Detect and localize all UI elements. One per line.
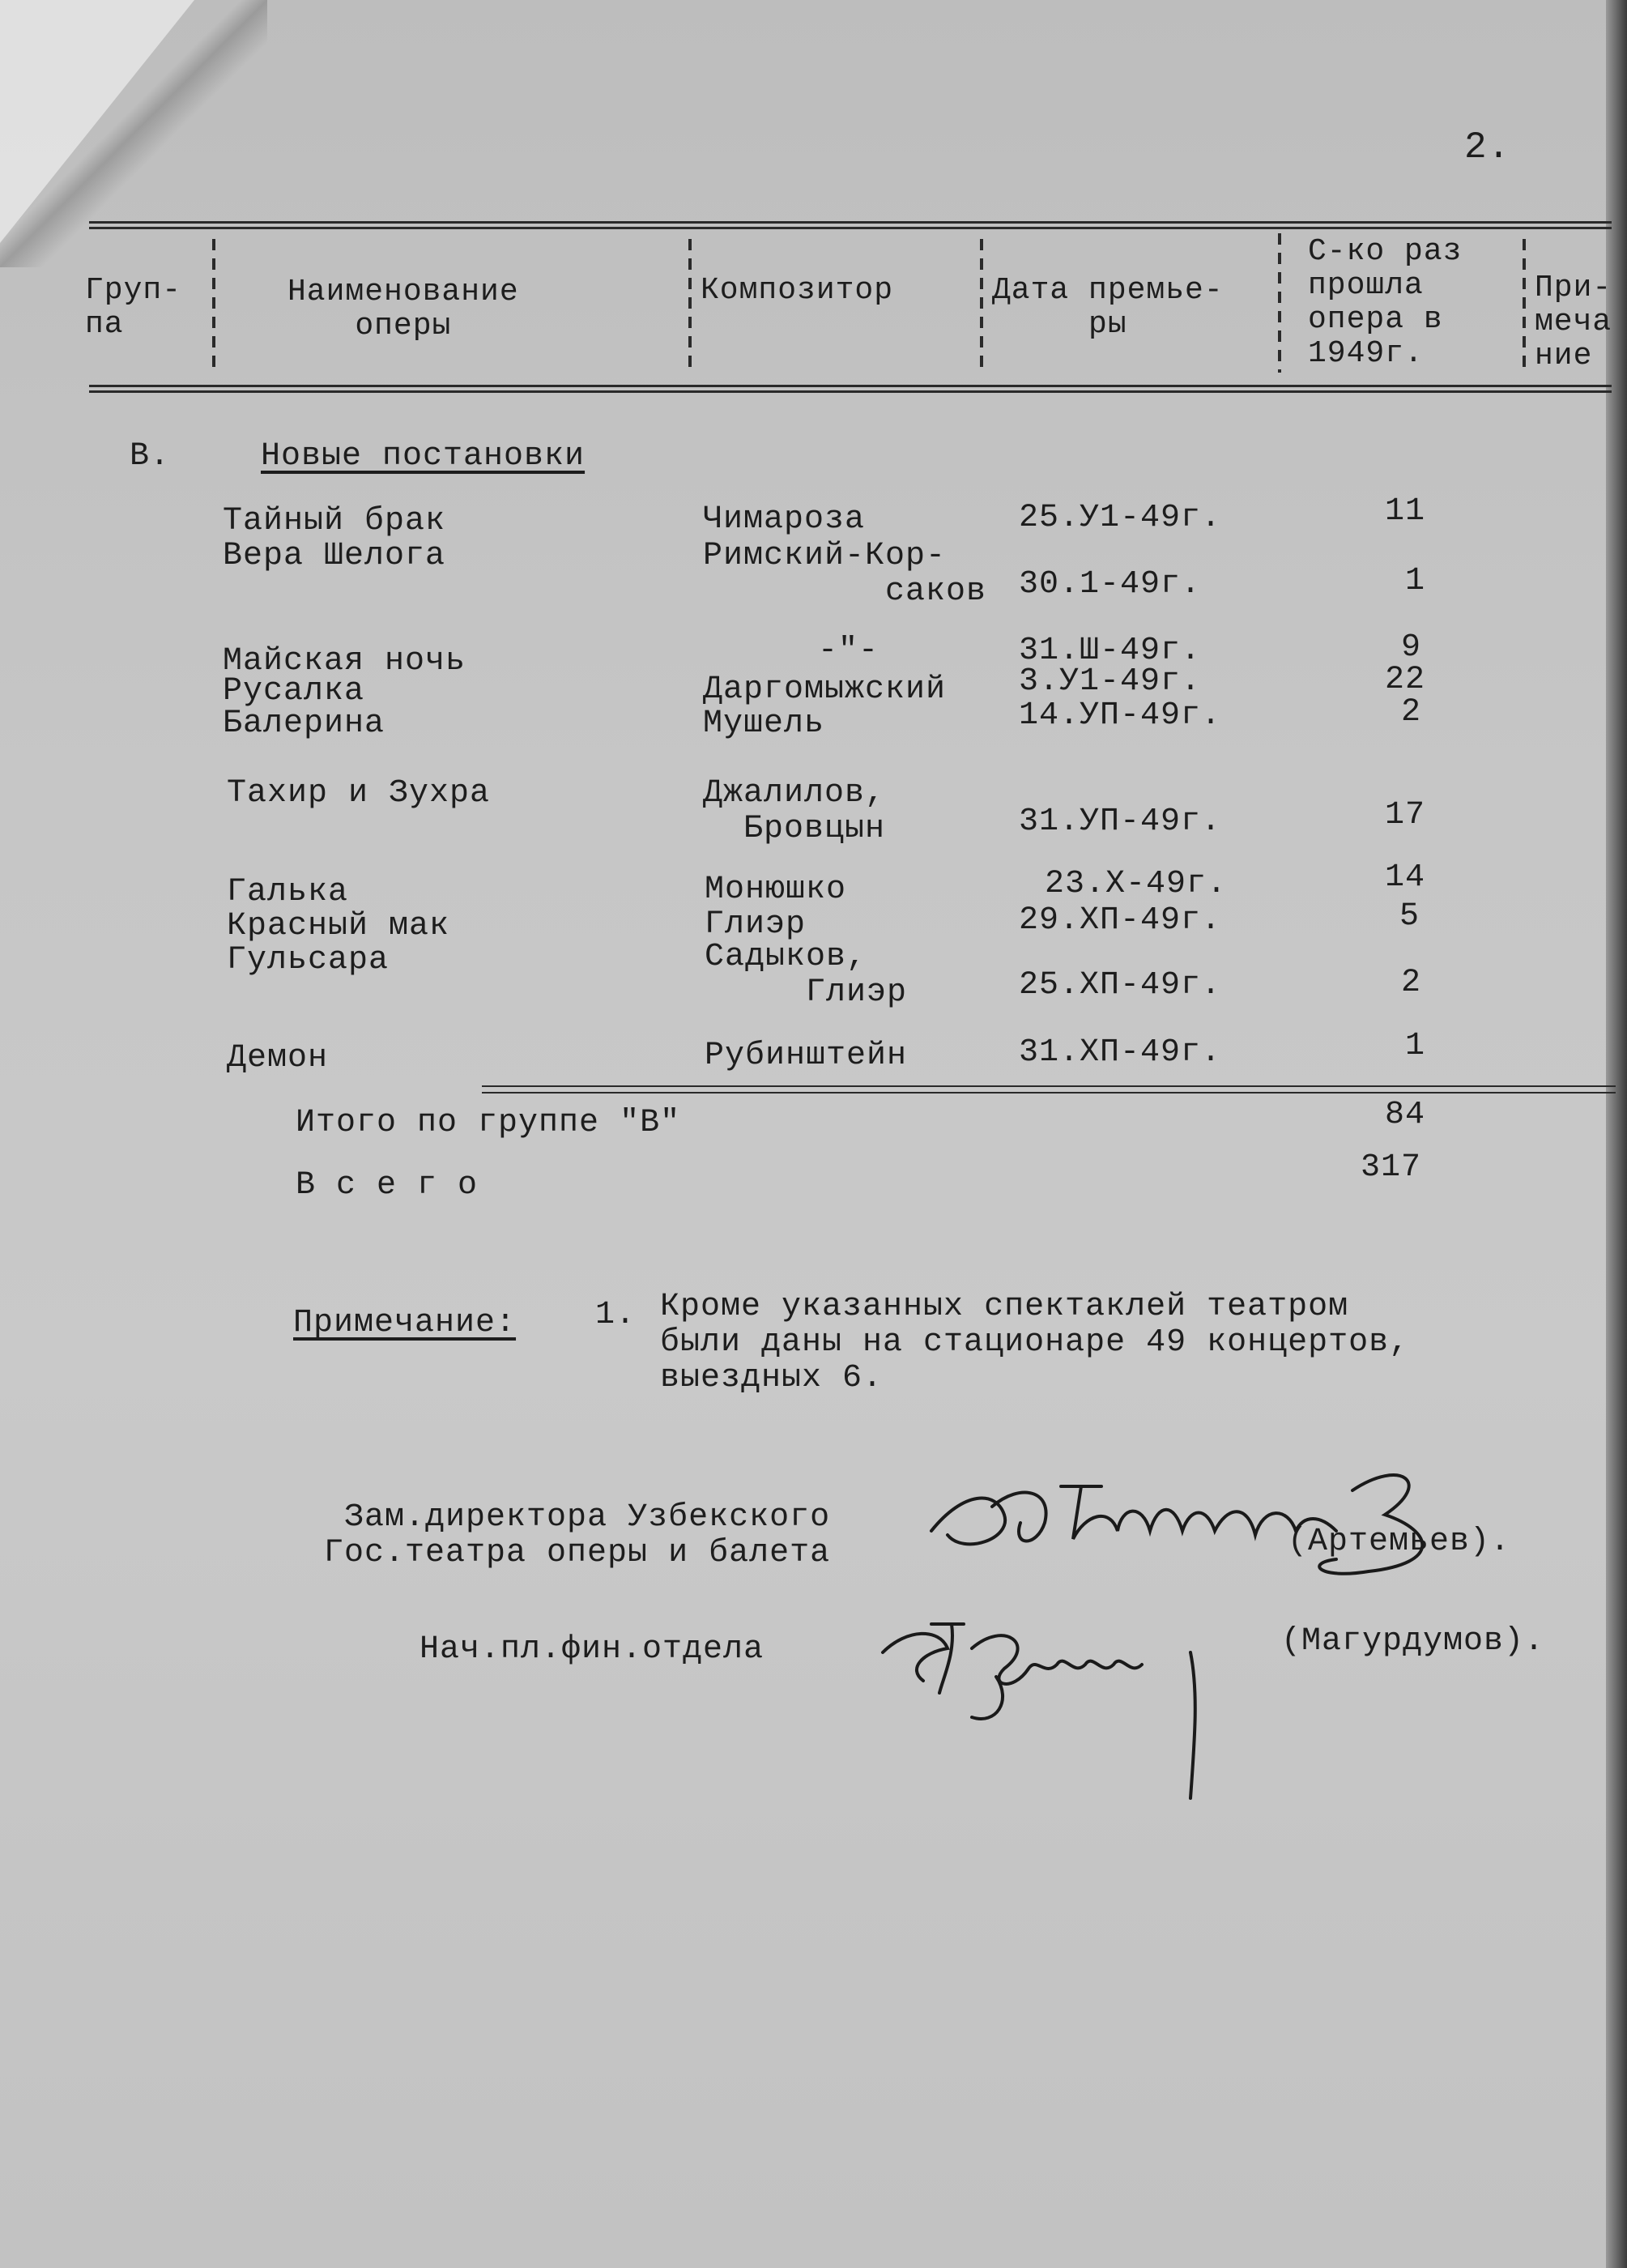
- row-opera-name: Майская ночь: [223, 643, 466, 680]
- row-composer: Монюшко: [705, 872, 847, 908]
- row-composer: Чимароза: [703, 501, 866, 538]
- note-label: Примечание:: [293, 1305, 517, 1341]
- row-composer: Даргомыжский: [703, 671, 947, 708]
- row-date: 29.ХП-49г.: [1019, 902, 1222, 939]
- row-count: 11: [1385, 493, 1426, 530]
- row-opera-name: Балерина: [223, 706, 385, 742]
- note-text: Кроме указанных спектаклей театром были даны на стационаре 49 концертов, выездных 6.: [660, 1289, 1410, 1396]
- row-count: 1: [1405, 1028, 1426, 1064]
- row-composer: Мушель: [703, 706, 825, 742]
- row-date: 31.Ш-49г.: [1019, 633, 1202, 669]
- deputy-director-title: Зам.директора Узбекского Гос.театра оперы и балета: [324, 1499, 831, 1571]
- header-times-performed: С-ко раз прошла опера в 1949г.: [1308, 234, 1463, 371]
- row-date: 31.УП-49г.: [1019, 804, 1222, 840]
- section-letter: В.: [130, 438, 171, 475]
- row-count: 9: [1401, 629, 1422, 666]
- header-group: Груп- па: [85, 273, 182, 342]
- total-value: 317: [1361, 1149, 1422, 1186]
- row-composer: -"-: [818, 633, 880, 669]
- row-date: 30.1-49г.: [1019, 566, 1202, 603]
- header-separator-1: [212, 239, 215, 373]
- deputy-signature: [915, 1458, 1498, 1620]
- header-premiere-date: Дата премье- ры: [992, 273, 1224, 342]
- row-composer: Рубинштейн: [705, 1038, 908, 1074]
- row-count: 17: [1385, 797, 1426, 833]
- row-opera-name: Тахир и Зухра: [227, 775, 491, 812]
- row-count: 1: [1405, 563, 1426, 599]
- row-composer: Джалилов, Бровцын: [703, 775, 886, 847]
- section-title: Новые постановки: [261, 438, 586, 475]
- row-count: 14: [1385, 859, 1426, 896]
- finance-head-title: Нач.пл.фин.отдела: [420, 1631, 765, 1668]
- row-date: 3.У1-49г.: [1019, 663, 1202, 700]
- subtotal-label: Итого по группе "В": [296, 1105, 681, 1141]
- row-date: 31.ХП-49г.: [1019, 1034, 1222, 1071]
- row-opera-name: Тайный брак: [223, 503, 446, 539]
- row-date: 23.Х-49г.: [1045, 866, 1228, 902]
- row-opera-name: Демон: [227, 1040, 329, 1076]
- row-opera-name: Русалка: [223, 673, 365, 710]
- row-composer: Садыков, Глиэр: [705, 939, 908, 1011]
- row-count: 2: [1401, 694, 1422, 731]
- row-composer: Глиэр: [705, 906, 807, 943]
- deputy-director-name: (Артемьев).: [1288, 1524, 1511, 1560]
- row-opera-name: Вера Шелога: [223, 538, 446, 574]
- row-opera-name: Галька: [227, 874, 349, 910]
- page-number: 2.: [1464, 126, 1511, 168]
- row-opera-name: Красный мак: [227, 908, 450, 944]
- header-separator-3: [980, 239, 983, 373]
- header-separator-4: [1278, 233, 1281, 373]
- header-bottom-rule: [89, 385, 1612, 387]
- fold-shadow: [0, 0, 267, 267]
- header-top-rule: [89, 221, 1612, 224]
- header-separator-5: [1523, 239, 1526, 373]
- header-note: При- меча ние: [1535, 271, 1612, 373]
- subtotal-value: 84: [1385, 1097, 1426, 1133]
- note-number: 1.: [595, 1297, 637, 1333]
- row-count: 5: [1399, 898, 1420, 935]
- row-count: 2: [1401, 965, 1422, 1001]
- total-rule: [482, 1085, 1616, 1087]
- header-composer: Композитор: [701, 273, 894, 308]
- header-opera-name: Наименование оперы: [287, 275, 519, 343]
- row-date: 25.У1-49г.: [1019, 500, 1222, 536]
- row-date: 25.ХП-49г.: [1019, 967, 1222, 1004]
- row-date: 14.УП-49г.: [1019, 697, 1222, 734]
- header-separator-2: [688, 239, 692, 373]
- row-opera-name: Гульсара: [227, 942, 390, 978]
- row-count: 22: [1385, 662, 1426, 698]
- total-label: В с е г о: [296, 1167, 479, 1204]
- finance-head-name: (Магурдумов).: [1281, 1623, 1545, 1660]
- finance-signature: [875, 1604, 1215, 1806]
- row-composer: Римский-Кор- саков: [703, 538, 987, 610]
